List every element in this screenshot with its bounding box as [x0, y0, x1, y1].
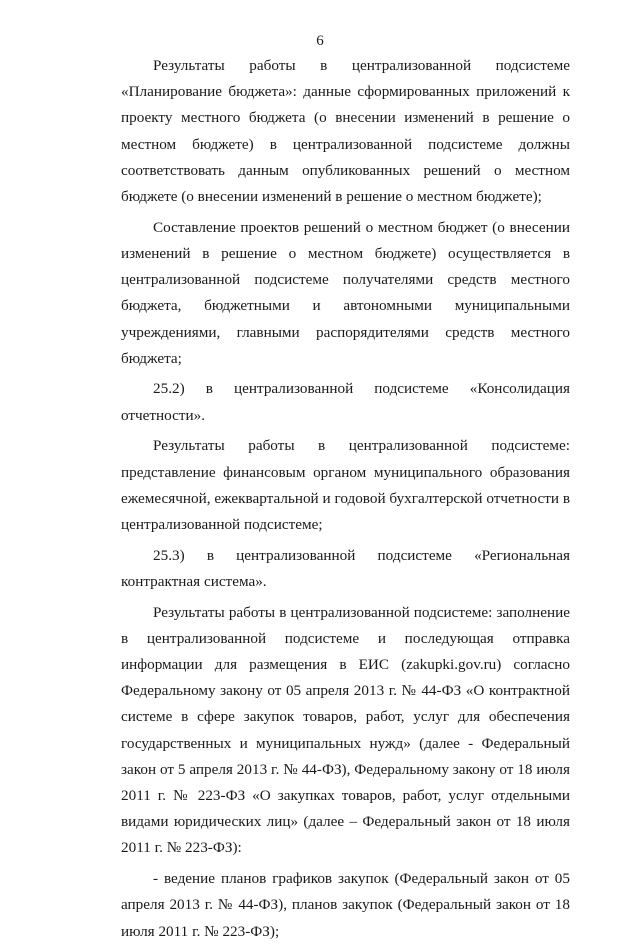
document-body: [121, 53, 570, 949]
paragraph-item-25-2: 25.2) в централизованной подсистеме «Консолидация отчетности».: [121, 380, 570, 424]
paragraph-budget-planning-results: Результаты работы в централизованной подсистеме «Планирование бюджета»: данные сформированных приложений к проекту местного бюджета (о внесении изменений в решение о местном бюджете) в централизованной подсистеме должны соответствовать данным опубликованных решений о местном бюджете (о внесении изменений в решение о местном бюджете);: [121, 57, 570, 206]
paragraph-procurement-plans: - ведение планов графиков закупок (Федеральный закон от 05 апреля 2013 г. № 44-ФЗ), планов закупок (Федеральный закон от 18 июля 2011 г. № 223-ФЗ);: [121, 870, 570, 940]
page-number: 6: [316, 33, 324, 49]
paragraph-item-25-3: 25.3) в централизованной подсистеме «Региональная контрактная система».: [121, 546, 570, 590]
paragraph-consolidation-results: Результаты работы в централизованной подсистеме: представление финансовым органом муниципального образования ежемесячной, ежеквартальной и годовой бухгалтерской отчетности в централизованной подсистеме;: [121, 437, 570, 533]
paragraph-contract-system-results: Результаты работы в централизованной подсистеме: заполнение в централизованной подсистеме и последующая отправка информации для размещения в ЕИС (zakupki.gov.ru) согласно Федеральному закону от 05 апреля 2013 г. № 44-ФЗ «О контрактной системе в сфере закупок товаров, работ, услуг для обеспечения государственных и муниципальных нужд» (далее - Федеральный закон от 5 апреля 2013 г. № 44-ФЗ), Федеральному закону от 18 июля 2011 г. № 223-ФЗ «О закупках товаров, работ, услуг отдельными видами юридических лиц» (далее – Федеральный закон от 18 июля 2011 г. № 223-ФЗ):: [121, 603, 570, 857]
paragraph-budget-drafting: Составление проектов решений о местном бюджет (о внесении изменений в решение о местном бюджете) осуществляется в централизованной подсистеме получателями средств местного бюджета, бюджетными и автономными муниципальными учреждениями, главными распорядителями средств местного бюджета;: [121, 218, 570, 367]
